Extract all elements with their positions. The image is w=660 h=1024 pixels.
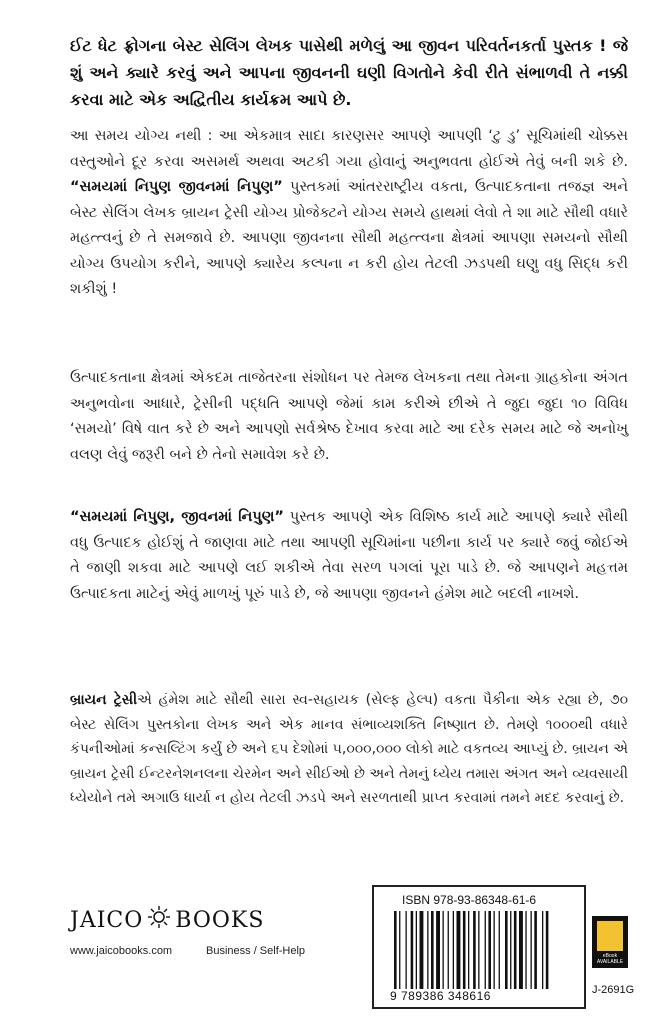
paragraph-steps (70, 505, 628, 607)
paragraph-intro-text-a: આ સમય યોગ્ય નથી : આ એકમાત્ર સાદા કારણસર આપણે આપણી ‘ટુ ડુ’ સૂચિમાંથી ચોક્કસ વસ્તુઓને દૂર કરવા અસમર્થ અથવા અટકી ગયા હોવાનું અનુભવતા હોઈએ તેવું બની શકે છે. (70, 128, 628, 170)
product-code: J-2691G (592, 984, 635, 996)
paragraph-steps-text: પુસ્તક આપણે એક વિશિષ્ઠ કાર્ય માટે આપણે ક્યારે સૌથી વધુ ઉત્પાદક હોઈશું તે જાણવા માટે તથા આપણી સૂચિમાંના પછીના કાર્ય પર ક્યારે જવું જોઈએ તે જાણી શકવા માટે આપણે લઈ શકીએ તેવા સરળ પગલાં પૂરા પાડે છે. જે આપણને મહત્તમ ઉત્પાદકતા માટેનું એવું માળખું પૂરું પાડે છે, જે આપણા જીવનને હંમેશ માટે બદલી નાખશે. (70, 509, 628, 602)
paragraph-intro-text-b: પુસ્તકમાં આંતરરાષ્ટ્રીય વકતા, ઉત્પાદકતાના તજજ્ઞ અને બેસ્ટ સેલિંગ લેખક બ્રાયન ટ્રેસી યોગ્ય પ્રોજેક્ટને યોગ્ય સમયે હાથમાં લેવો તે શા માટે સૌથી વધારે મહત્ત્વનું છે તે સમજાવે છે. આપણા જીવનના સૌથી મહત્ત્વના ક્ષેત્રમાં આપણા સમયનો સૌથી યોગ્ય ઉપયોગ કરીને, આપણે ક્યારેય કલ્પના ન કરી હોય તેટલી ઝડપથી ઘણુ વધુ સિદ્ધ કરી શકીશું ! (70, 179, 629, 297)
author-bio (70, 688, 628, 811)
publisher-name-right: BOOKS (175, 907, 265, 933)
ebook-badge (592, 916, 628, 968)
author-name: બ્રાયન ટ્રેસી (70, 692, 138, 708)
barcode-icon (392, 911, 562, 989)
paragraph-method: ઉત્પાદકતાના ક્ષેત્રમાં એકદમ તાજેતરના સંશોધન પર તેમજ લેખકના તથા તેમના ગ્રાહકોના અંગત અનુભવોના આધારે, ટ્રેસીની પદ્ધતિ આપણે જેમાં કામ કરીએ છીએ તે જુદા જુદા ૧૦ વિવિધ ‘સમયો’ વિષે વાત કરે છે અને આપણો સર્વશ્રેષ્ઠ દેખાવ કરવા માટે આ દરેક સમય માટે જે અનોખુ વલણ લેવું જરૂરી બને છે તેનો સમાવેશ કરે છે. (70, 370, 628, 463)
book-title-inline: “સમયમાં નિપુણ જીવનમાં નિપુણ” (70, 179, 283, 195)
author-bio-text: એ હંમેશ માટે સૌથી સારા સ્વ-સહાયક (સેલ્ફ હેલ્પ) વકતા પૈકીના એક રહ્યા છે, ૭૦ બેસ્ટ સેલિંગ પુસ્તકોના લેખક અને એક માનવ સંભાવ્યશક્તિ નિષ્ણાત છે. તેમણે ૧૦૦૦થી વધારે કંપનીઓમાં કન્સલ્ટિંગ કર્યું છે અને ૬૫ દેશોમાં ૫,૦૦૦,૦૦૦ લોકો માટે વકતવ્ય આપ્યું છે. બ્રાયન એ બ્રાયન ટ્રેસી ઈન્ટરનેશનલના ચેરમેન અને સીઈઓ છે અને તેમનું ધ્યેય તમારા અંગત અને વ્યવસાયી ધ્યેયોને તમે અગાઉ ધાર્યા ન હોય તેટલી ઝડપે અને સરળતાથી પ્રાપ્ત કરવામાં તમને મદદ કરવાનું છે. (70, 692, 628, 806)
book-title-inline: “સમયમાં નિપુણ, જીવનમાં નિપુણ” (70, 509, 284, 525)
publisher-block (70, 905, 306, 965)
headline: ઈટ ધેટ ફ્રોગના બેસ્ટ સેલિંગ લેખક પાસેથી મળેલું આ જીવન પરિવર્તનકર્તા પુસ્તક ! જે શું અને ક્યારે કરવું અને આપના જીવનની ઘણી વિગતોને કેવી રીતે સંભાળવી તે નક્કી કરવા માટે એક અદ્વિતીય કાર્યક્રમ આપે છે. (70, 36, 628, 109)
ebook-icon (597, 921, 623, 951)
paragraph-intro (70, 124, 628, 303)
sun-icon (147, 905, 171, 935)
publisher-name-left: JAICO (70, 907, 144, 933)
ebook-badge-label: eBook AVAILABLE (596, 953, 624, 965)
publisher-logo (70, 905, 300, 935)
book-category: Business / Self-Help (206, 945, 306, 957)
isbn-box (372, 885, 586, 1009)
barcode-digits: 9 789386 348616 (390, 989, 491, 1003)
isbn-label: ISBN 978-93-86348-61-6 (402, 893, 537, 907)
publisher-url[interactable]: www.jaicobooks.com (70, 945, 173, 957)
